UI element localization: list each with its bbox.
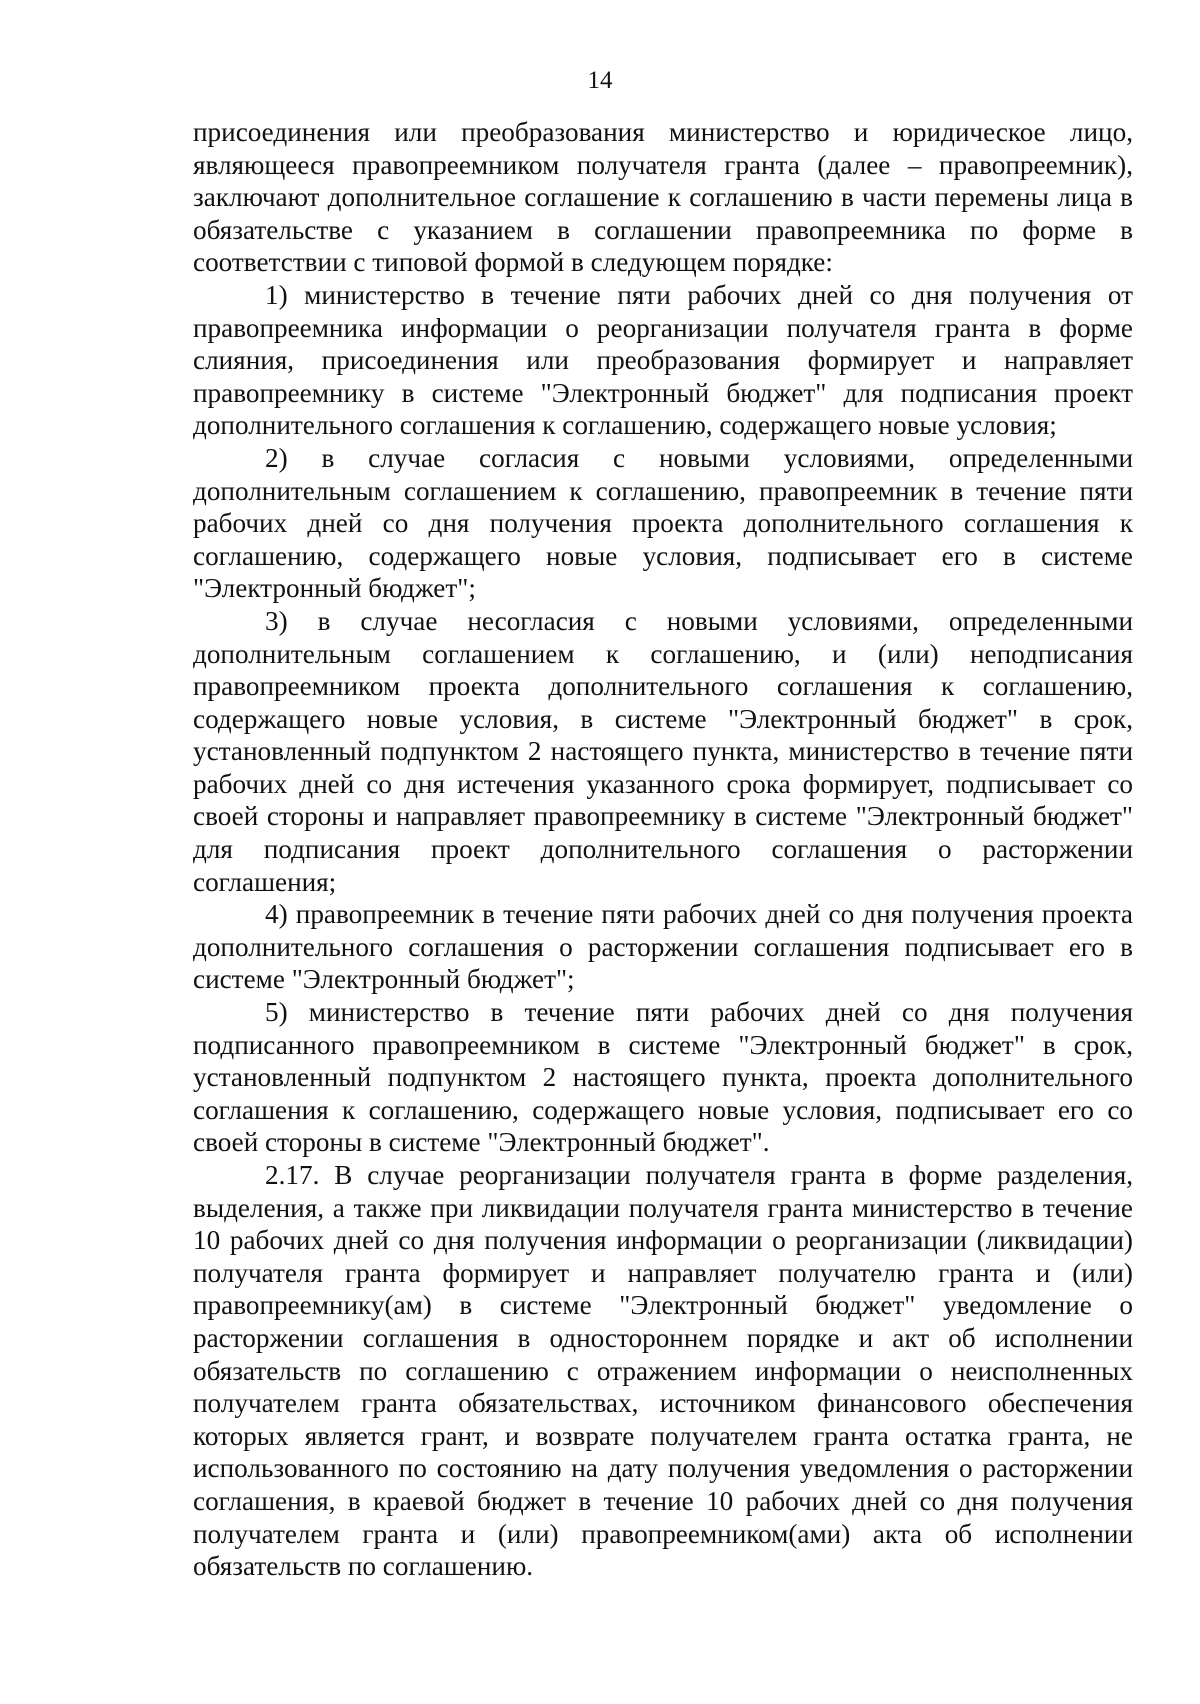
paragraph-continuation: присоединения или преобразования министерство и юридическое лицо, являющееся правопреемником получателя гранта (далее – правопреемник), заключают дополнительное соглашение к соглашению в части перемены лица в обязательстве с указанием в соглашении правопреемника по форме в соответствии с типовой формой в следующем порядке: <box>193 117 1133 278</box>
paragraph-item-2: 2) в случае согласия с новыми условиями, определенными дополнительным соглашением к соглашению, правопреемник в течение пяти рабочих дней со дня получения проекта дополнительного соглашения к соглашению, содержащего новые условия, подписывает его в системе "Электронный бюджет"; <box>193 442 1133 604</box>
page-number: 14 <box>587 67 613 94</box>
paragraph-item-5: 5) министерство в течение пяти рабочих дней со дня получения подписанного правопреемником в системе "Электронный бюджет" в срок, установленный подпунктом 2 настоящего пункта, проекта дополнительного соглашения к соглашению, содержащего новые условия, подписывает его со своей стороны в системе "Электронный бюджет". <box>193 997 1133 1158</box>
paragraph-item-1: 1) министерство в течение пяти рабочих дней со дня получения от правопреемника информации о реорганизации получателя гранта в форме слияния, присоединения или преобразования формирует и направляет правопреемнику в системе "Электронный бюджет" для подписания проект дополнительного соглашения к соглашению, содержащего новые условия; <box>193 279 1133 441</box>
document-body <box>193 116 1133 1583</box>
paragraph-2-17: 2.17. В случае реорганизации получателя гранта в форме разделения, выделения, а также при ликвидации получателя гранта министерство в течение 10 рабочих дней со дня получения информации о реорганизации (ликвидации) получателя гранта формирует и направляет получателю гранта и (или) правопреемнику(ам) в системе "Электронный бюджет" уведомление о расторжении соглашения в одностороннем порядке и акт об исполнении обязательств по соглашению с отражением информации о неисполненных получателем гранта обязательствах, источником финансового обеспечения которых является грант, и возврате получателем гранта остатка гранта, не использованного по состоянию на дату получения уведомления о расторжении соглашения, в краевой бюджет в течение 10 рабочих дней со дня получения получателем гранта и (или) правопреемником(ами) акта об исполнении обязательств по соглашению. <box>193 1160 1133 1582</box>
paragraph-item-3: 3) в случае несогласия с новыми условиями, определенными дополнительным соглашением к соглашению, и (или) неподписания правопреемником проекта дополнительного соглашения к соглашению, содержащего новые условия, в системе "Электронный бюджет" в срок, установленный подпунктом 2 настоящего пункта, министерство в течение пяти рабочих дней со дня истечения указанного срока формирует, подписывает со своей стороны и направляет правопреемнику в системе "Электронный бюджет" для подписания проект дополнительного соглашения о расторжении соглашения; <box>193 605 1133 897</box>
paragraph-item-4: 4) правопреемник в течение пяти рабочих дней со дня получения проекта дополнительного соглашения о расторжении соглашения подписывает его в системе "Электронный бюджет"; <box>193 899 1133 995</box>
